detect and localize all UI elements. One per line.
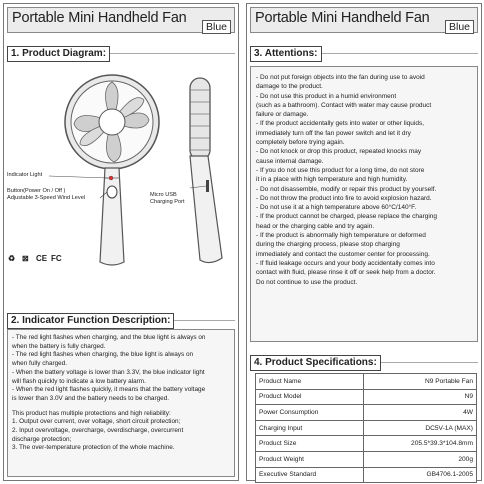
list-item: - If the product cannot be charged, please replace the charging (256, 213, 438, 221)
spec-label: Executive Standard (256, 467, 364, 483)
table-row (256, 374, 477, 390)
table-row (256, 467, 477, 483)
list-item: cause internal damage. (256, 157, 324, 165)
left-color-label: Blue (202, 20, 231, 34)
list-item: is lower than 3.0V and the battery needs to be charged. (12, 394, 170, 402)
product-diagram-heading: 1. Product Diagram: (7, 46, 110, 62)
left-title-bar (7, 7, 235, 33)
table-row (256, 436, 477, 452)
button-label: Button(Power On / Off ) (7, 188, 66, 194)
list-item: during the charging process, please stop charging (256, 241, 400, 249)
spec-label: Product Name (256, 374, 364, 390)
list-item: immediately turn off the fan power switch and let it dry (256, 129, 411, 137)
attentions-heading: 3. Attentions: (250, 46, 322, 62)
spec-value: 205.5*39.3*104.8mm (364, 436, 477, 452)
fan-front-illustration (65, 75, 159, 265)
list-item: completely before trying again. (256, 139, 345, 147)
list-item: it in a place with high temperature and high humidity. (256, 176, 408, 184)
table-row (256, 420, 477, 436)
spec-label: Product Weight (256, 451, 364, 467)
attentions-list (256, 73, 472, 287)
list-item: will flash quickly to indicate a low battery alarm. (12, 377, 146, 385)
list-item: - Do not knock or drop this product, repeated knocks may (256, 148, 422, 156)
right-title: Portable Mini Handheld Fan (255, 10, 430, 26)
spec-value: N9 (364, 389, 477, 405)
weee-bin-icon: ⊠ (22, 254, 29, 263)
list-item: damage to the product. (256, 83, 323, 91)
recycle-icon: ♻ (8, 254, 16, 263)
charging-port-label: Charging Port (150, 199, 185, 205)
list-item: - If the product is abnormally high temperature or deformed (256, 232, 426, 240)
list-item: This product has multiple protections and high reliability: (12, 409, 171, 417)
indicator-heading: 2. Indicator Function Description: (7, 313, 174, 329)
left-page (3, 3, 239, 481)
table-row (256, 451, 477, 467)
spec-label: Product Size (256, 436, 364, 452)
list-item: - If you do not use this product for a long time, do not store (256, 166, 425, 174)
fan-diagram (4, 60, 238, 270)
attentions-box (250, 66, 478, 342)
list-item: when fully charged. (12, 360, 68, 368)
list-item: 2. Input overvoltage, overcharge, overdischarge, overcurrent (12, 427, 184, 435)
indicator-box (7, 329, 235, 477)
list-item: discharge protection; (12, 435, 72, 443)
list-item: - When the battery voltage is lower than 3.3V, the blue indicator light (12, 368, 205, 376)
wind-level-label: Adjustable 3-Speed Wind Level (7, 195, 86, 201)
table-row (256, 389, 477, 405)
spec-value: 4W (364, 405, 477, 421)
list-item: - Do not use it at a high temperature above 60°C/140°F. (256, 204, 417, 212)
list-item: - If fluid leakage occurs and your body accidentally comes into (256, 259, 435, 267)
indicator-light-label: Indicator Light (7, 172, 43, 178)
left-title: Portable Mini Handheld Fan (12, 10, 187, 26)
list-item: when the battery is fully charged. (12, 342, 106, 350)
right-color-label: Blue (445, 20, 474, 34)
table-row (256, 405, 477, 421)
specs-area (247, 360, 481, 480)
fan-side-illustration (190, 78, 222, 263)
list-item: - The red light flashes when charging, the blue light is always on (12, 351, 194, 359)
spec-value: DC5V-1A (MAX) (364, 420, 477, 436)
list-item: - Do not use this product in a humid environment (256, 92, 397, 100)
specs-heading: 4. Product Specifications: (250, 355, 381, 371)
list-item: - Do not throw the product into fire to avoid explosion hazard. (256, 194, 432, 202)
list-item: 3. The over-temperature protection of the whole machine. (12, 444, 175, 452)
list-item: (such as a bathroom). Contact with water may cause product (256, 101, 432, 109)
specs-table (255, 373, 477, 483)
list-item: - When the red light flashes quickly, it means that the battery voltage (12, 386, 206, 394)
right-page (246, 3, 482, 481)
list-item: contact with fluid, please rinse it off or seek help from a doctor. (256, 269, 436, 277)
spec-value: GB4706.1-2005 (364, 467, 477, 483)
list-item: failure or damage. (256, 111, 309, 119)
right-title-bar (250, 7, 478, 33)
list-item: immediately and contact the customer center for processing. (256, 250, 430, 258)
spec-value: N9 Portable Fan (364, 374, 477, 390)
list-item: Do not continue to use the product. (256, 278, 358, 286)
fcc-mark: FC (51, 254, 62, 263)
spec-value: 200g (364, 451, 477, 467)
ce-mark: CE (36, 254, 48, 263)
spec-label: Product Model (256, 389, 364, 405)
micro-usb-label: Micro USB (150, 192, 177, 198)
list-item: - If the product accidentally gets into water or other liquids, (256, 120, 425, 128)
list-item: 1. Output over current, over voltage, short circuit protection; (12, 418, 181, 426)
list-item: - The red light flashes when charging, and the blue light is always on (12, 334, 206, 341)
spec-label: Power Consumption (256, 405, 364, 421)
list-item: - Do not disassemble, modify or repair this product by yourself. (256, 185, 437, 193)
list-item: - Do not put foreign objects into the fan during use to avoid (256, 74, 425, 81)
spec-label: Charging Input (256, 420, 364, 436)
list-item: head or the charging cable and try again. (256, 222, 375, 230)
indicator-list (12, 334, 230, 453)
